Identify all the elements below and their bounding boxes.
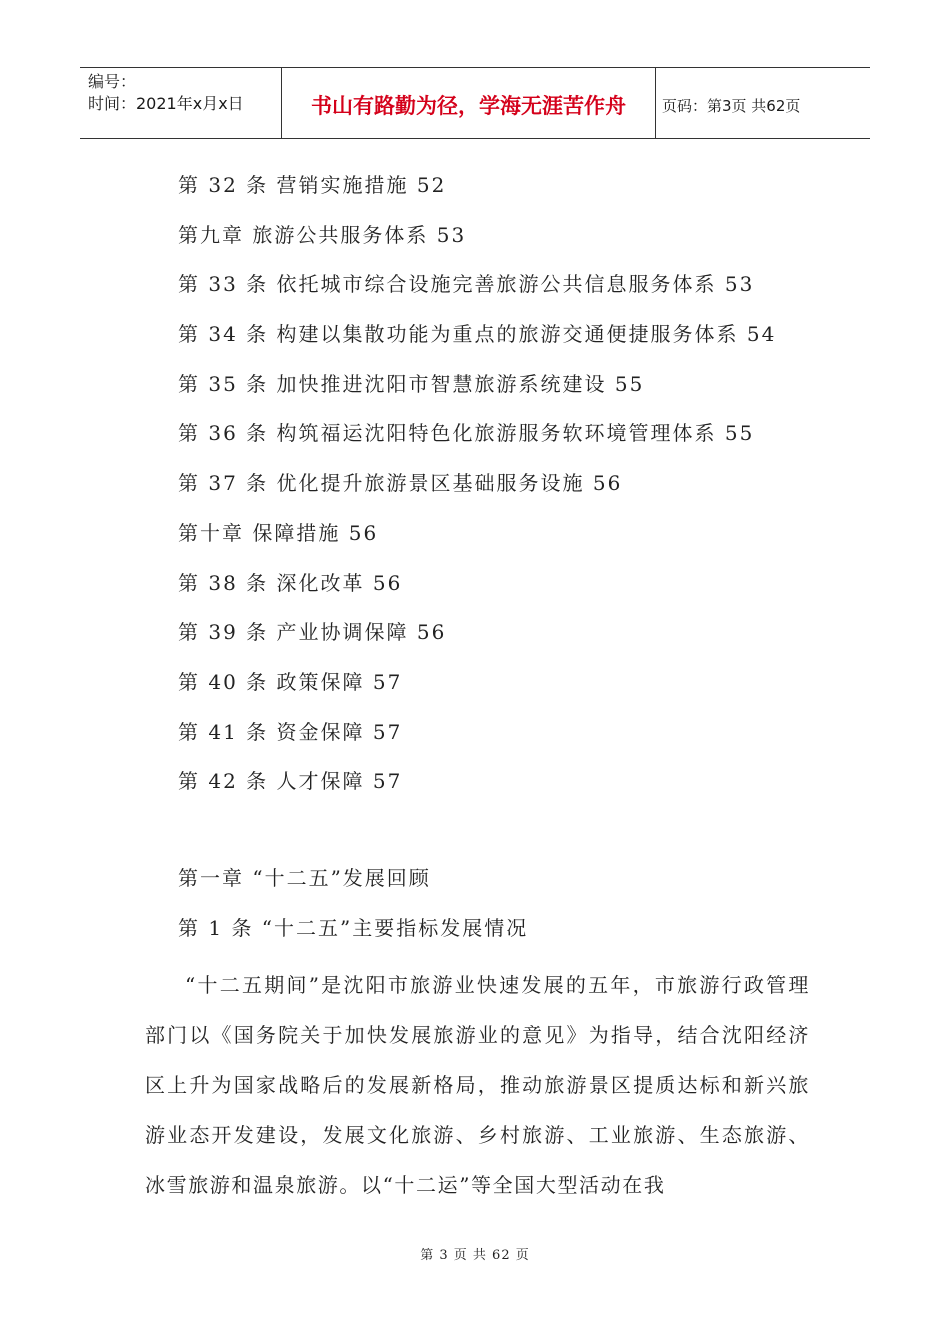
document-header [80, 67, 870, 139]
page-footer: 第 3 页 共 62 页 [420, 1248, 530, 1263]
chapter-heading: 第一章 “十二五”发展回顾 [178, 866, 431, 890]
toc-item: 第 37 条 优化提升旅游景区基础服务设施 56 [178, 471, 623, 496]
toc-item: 第 38 条 深化改革 56 [178, 570, 403, 595]
article-heading: 第 1 条 “十二五”主要指标发展情况 [178, 916, 529, 940]
number-label: 编号： [88, 72, 137, 91]
page-info-cell [656, 68, 870, 138]
toc-item: 第 36 条 构筑福运沈阳特色化旅游服务软环境管理体系 55 [178, 421, 755, 446]
motto-text: 书山有路勤为径，学海无涯苦作舟 [311, 94, 626, 118]
body-section [145, 860, 810, 1210]
toc-item: 第 34 条 构建以集散功能为重点的旅游交通便捷服务体系 54 [178, 322, 777, 347]
table-of-contents [178, 167, 818, 813]
motto-cell [282, 68, 656, 138]
toc-item: 第 35 条 加快推进沈阳市智慧旅游系统建设 55 [178, 371, 645, 396]
toc-item: 第 42 条 人才保障 57 [178, 769, 403, 794]
page-info-text: 页码：第3页 共62页 [662, 96, 801, 115]
toc-item: 第 39 条 产业协调保障 56 [178, 620, 447, 645]
toc-item: 第 33 条 依托城市综合设施完善旅游公共信息服务体系 53 [178, 272, 755, 297]
toc-item: 第九章 旅游公共服务体系 53 [178, 222, 467, 247]
time-label: 时间：2021年x月x日 [88, 94, 244, 113]
toc-item: 第 41 条 资金保障 57 [178, 719, 403, 744]
body-paragraph: “十二五期间”是沈阳市旅游业快速发展的五年，市旅游行政管理部门以《国务院关于加快发展旅游业的意见》为指导，结合沈阳经济区上升为国家战略后的发展新格局，推动旅游景区提质达标和新兴旅游业态开发建设，发展文化旅游、乡村旅游、工业旅游、生态旅游、冰雪旅游和温泉旅游。以“十二运”等全国大型活动在我 [145, 973, 810, 1197]
header-meta-cell [80, 68, 282, 138]
toc-item: 第十章 保障措施 56 [178, 520, 379, 545]
toc-item: 第 40 条 政策保障 57 [178, 669, 403, 694]
toc-item: 第 32 条 营销实施措施 52 [178, 173, 447, 197]
